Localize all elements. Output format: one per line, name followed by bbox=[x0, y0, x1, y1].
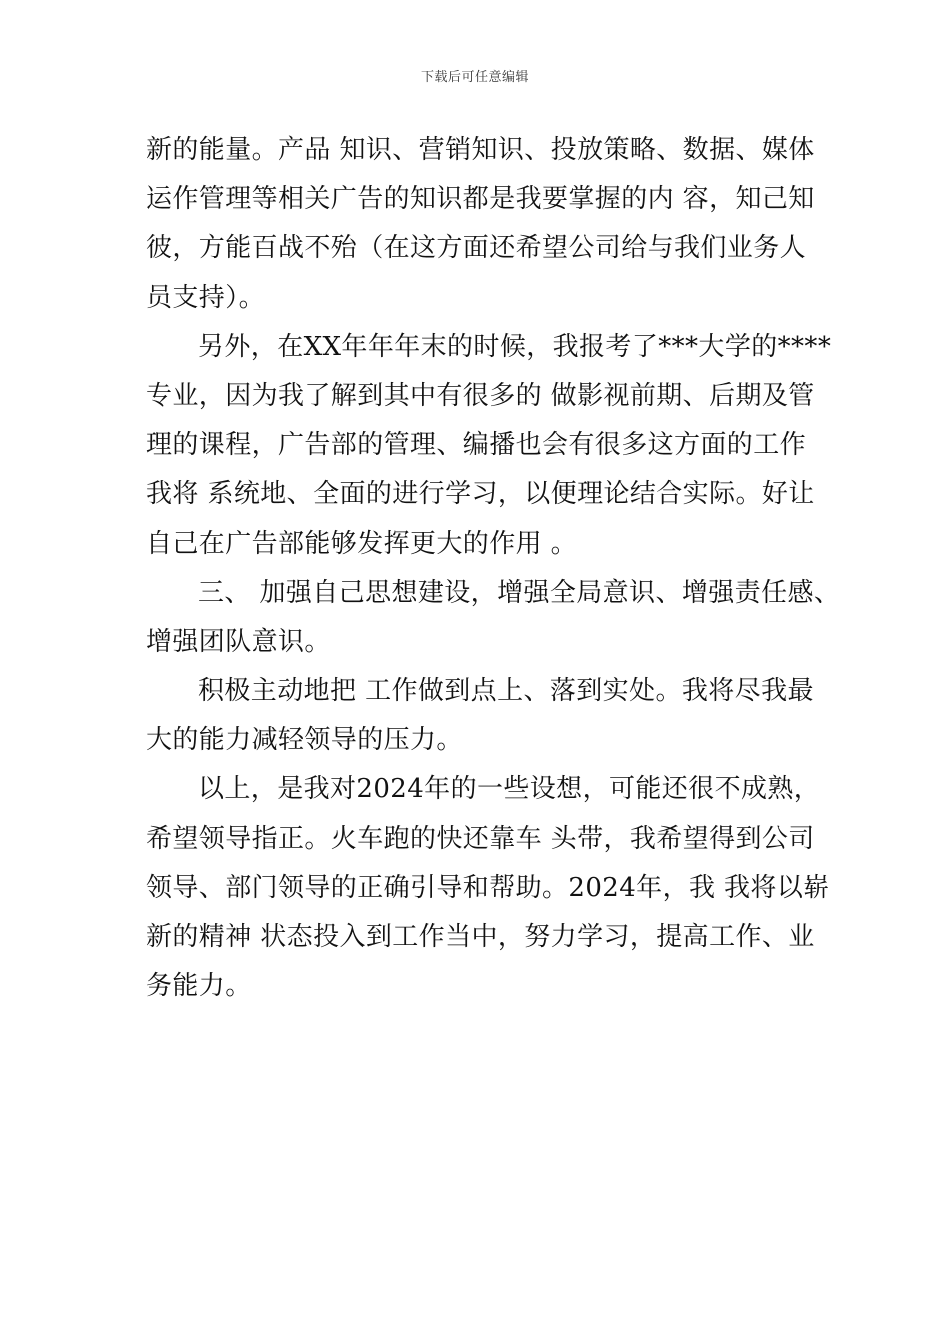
text-line: 务能力。 bbox=[146, 971, 252, 1002]
text-line: 大的能力减轻领导的压力。 bbox=[146, 725, 463, 756]
text-line: 我将 系统地、全面的进行学习，以便理论结合实际。好让 bbox=[146, 479, 815, 510]
text-line: 新的能量。产品 知识、营销知识、投放策略、数据、媒体 bbox=[146, 135, 815, 165]
text-line: 员支持）。 bbox=[146, 282, 266, 313]
paragraph-first-line: 以上，是我对2024年的一些设想，可能还很不成熟， bbox=[198, 774, 821, 805]
paragraph-first-line: 积极主动地把 工作做到点上、落到实处。我将尽我最 bbox=[198, 676, 814, 707]
paragraph-first-line: 另外，在XX年年年末的时候，我报考了***大学的**** bbox=[198, 331, 832, 362]
text-line: 新的精神 状态投入到工作当中，努力学习，提高工作、业 bbox=[146, 922, 815, 952]
text-line: 希望领导指正。火车跑的快还靠车 头带，我希望得到公司 bbox=[146, 823, 815, 854]
text-line: 理的课程，广告部的管理、编播也会有很多这方面的工作 bbox=[146, 430, 807, 461]
text-line: 专业，因为我了解到其中有很多的 做影视前期、后期及管 bbox=[146, 380, 815, 411]
document-body bbox=[146, 126, 841, 1011]
text-line: 领导、部门领导的正确引导和帮助。2024年，我 我将以崭 bbox=[146, 872, 830, 903]
text-line: 运作管理等相关广告的知识都是我要掌握的内 容，知己知 bbox=[146, 184, 815, 215]
section-heading-line: 三、 加强自己思想建设，增强全局意识、增强责任感、 bbox=[198, 577, 841, 608]
text-line: 彼，方能百战不殆（在这方面还希望公司给与我们业务人 bbox=[146, 233, 807, 264]
text-line: 增强团队意识。 bbox=[146, 626, 331, 657]
text-line: 自己在广告部能够发挥更大的作用 。 bbox=[146, 528, 578, 559]
header-note: 下载后可任意编辑 bbox=[420, 70, 529, 85]
